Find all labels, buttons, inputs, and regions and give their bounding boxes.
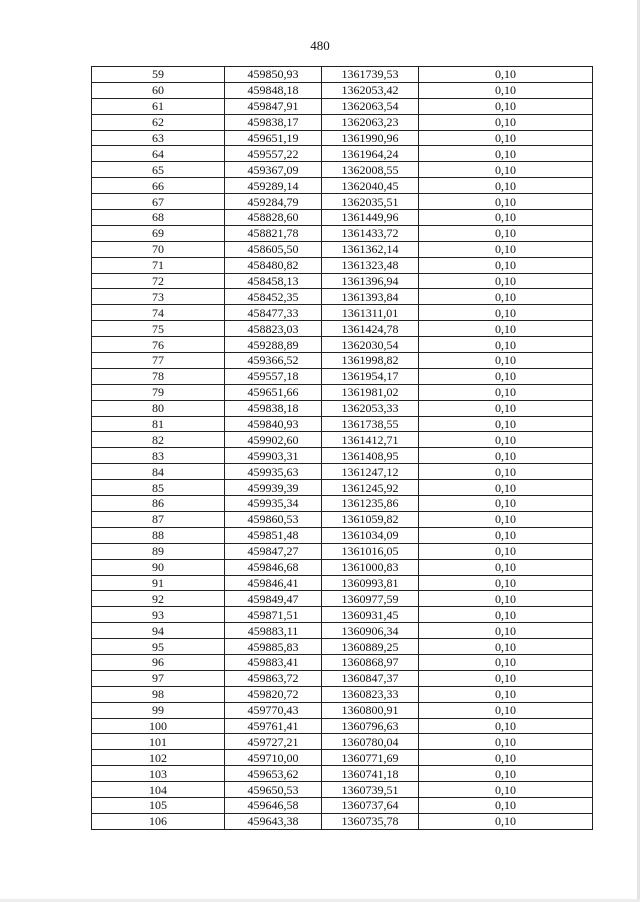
- table-row: [92, 527, 593, 543]
- point-number-cell: 72: [92, 273, 225, 289]
- point-number-cell: 103: [92, 766, 225, 782]
- table-row: [92, 400, 593, 416]
- y-coordinate-cell: 1361034,09: [322, 527, 419, 543]
- table-row: [92, 241, 593, 257]
- table-row: [92, 559, 593, 575]
- y-coordinate-cell: 1360847,37: [322, 670, 419, 686]
- point-number-cell: 73: [92, 289, 225, 305]
- x-coordinate-cell: 459557,18: [225, 368, 322, 384]
- accuracy-cell: 0,10: [419, 146, 593, 162]
- point-number-cell: 80: [92, 400, 225, 416]
- point-number-cell: 87: [92, 511, 225, 527]
- accuracy-cell: 0,10: [419, 273, 593, 289]
- table-row: [92, 591, 593, 607]
- accuracy-cell: 0,10: [419, 384, 593, 400]
- table-row: [92, 82, 593, 98]
- table-row: [92, 718, 593, 734]
- accuracy-cell: 0,10: [419, 225, 593, 241]
- accuracy-cell: 0,10: [419, 543, 593, 559]
- table-row: [92, 686, 593, 702]
- accuracy-cell: 0,10: [419, 670, 593, 686]
- x-coordinate-cell: 458452,35: [225, 289, 322, 305]
- table-row: [92, 289, 593, 305]
- accuracy-cell: 0,10: [419, 416, 593, 432]
- point-number-cell: 71: [92, 257, 225, 273]
- point-number-cell: 105: [92, 797, 225, 813]
- accuracy-cell: 0,10: [419, 114, 593, 130]
- point-number-cell: 94: [92, 623, 225, 639]
- table-row: [92, 702, 593, 718]
- y-coordinate-cell: 1361433,72: [322, 225, 419, 241]
- y-coordinate-cell: 1360735,78: [322, 813, 419, 829]
- y-coordinate-cell: 1361311,01: [322, 305, 419, 321]
- y-coordinate-cell: 1361954,17: [322, 368, 419, 384]
- x-coordinate-cell: 459851,48: [225, 527, 322, 543]
- x-coordinate-cell: 459939,39: [225, 480, 322, 496]
- point-number-cell: 74: [92, 305, 225, 321]
- accuracy-cell: 0,10: [419, 448, 593, 464]
- x-coordinate-cell: 459367,09: [225, 162, 322, 178]
- point-number-cell: 79: [92, 384, 225, 400]
- accuracy-cell: 0,10: [419, 718, 593, 734]
- y-coordinate-cell: 1361408,95: [322, 448, 419, 464]
- x-coordinate-cell: 458823,03: [225, 321, 322, 337]
- y-coordinate-cell: 1361981,02: [322, 384, 419, 400]
- x-coordinate-cell: 459885,83: [225, 639, 322, 655]
- y-coordinate-cell: 1361990,96: [322, 130, 419, 146]
- accuracy-cell: 0,10: [419, 353, 593, 369]
- y-coordinate-cell: 1362063,54: [322, 98, 419, 114]
- table-row: [92, 797, 593, 813]
- point-number-cell: 99: [92, 702, 225, 718]
- x-coordinate-cell: 459935,34: [225, 496, 322, 512]
- table-row: [92, 384, 593, 400]
- point-number-cell: 69: [92, 225, 225, 241]
- point-number-cell: 98: [92, 686, 225, 702]
- point-number-cell: 93: [92, 607, 225, 623]
- table-row: [92, 368, 593, 384]
- y-coordinate-cell: 1361245,92: [322, 480, 419, 496]
- y-coordinate-cell: 1361998,82: [322, 353, 419, 369]
- table-row: [92, 178, 593, 194]
- x-coordinate-cell: 459902,60: [225, 432, 322, 448]
- x-coordinate-cell: 459710,00: [225, 750, 322, 766]
- point-number-cell: 83: [92, 448, 225, 464]
- y-coordinate-cell: 1361323,48: [322, 257, 419, 273]
- accuracy-cell: 0,10: [419, 766, 593, 782]
- x-coordinate-cell: 459849,47: [225, 591, 322, 607]
- x-coordinate-cell: 459903,31: [225, 448, 322, 464]
- point-number-cell: 102: [92, 750, 225, 766]
- point-number-cell: 106: [92, 813, 225, 829]
- x-coordinate-cell: 459761,41: [225, 718, 322, 734]
- table-row: [92, 194, 593, 210]
- accuracy-cell: 0,10: [419, 686, 593, 702]
- y-coordinate-cell: 1360977,59: [322, 591, 419, 607]
- table-row: [92, 225, 593, 241]
- point-number-cell: 100: [92, 718, 225, 734]
- y-coordinate-cell: 1362053,33: [322, 400, 419, 416]
- accuracy-cell: 0,10: [419, 480, 593, 496]
- point-number-cell: 61: [92, 98, 225, 114]
- accuracy-cell: 0,10: [419, 400, 593, 416]
- point-number-cell: 66: [92, 178, 225, 194]
- accuracy-cell: 0,10: [419, 797, 593, 813]
- y-coordinate-cell: 1360800,91: [322, 702, 419, 718]
- y-coordinate-cell: 1361964,24: [322, 146, 419, 162]
- point-number-cell: 63: [92, 130, 225, 146]
- table-row: [92, 623, 593, 639]
- table-row: [92, 146, 593, 162]
- accuracy-cell: 0,10: [419, 496, 593, 512]
- point-number-cell: 68: [92, 210, 225, 226]
- y-coordinate-cell: 1360796,63: [322, 718, 419, 734]
- point-number-cell: 82: [92, 432, 225, 448]
- point-number-cell: 60: [92, 82, 225, 98]
- y-coordinate-cell: 1361016,05: [322, 543, 419, 559]
- x-coordinate-cell: 459651,66: [225, 384, 322, 400]
- point-number-cell: 81: [92, 416, 225, 432]
- x-coordinate-cell: 459284,79: [225, 194, 322, 210]
- y-coordinate-cell: 1361247,12: [322, 464, 419, 480]
- table-row: [92, 448, 593, 464]
- accuracy-cell: 0,10: [419, 432, 593, 448]
- accuracy-cell: 0,10: [419, 368, 593, 384]
- x-coordinate-cell: 459847,91: [225, 98, 322, 114]
- y-coordinate-cell: 1361424,78: [322, 321, 419, 337]
- y-coordinate-cell: 1360737,64: [322, 797, 419, 813]
- table-row: [92, 273, 593, 289]
- x-coordinate-cell: 459651,19: [225, 130, 322, 146]
- point-number-cell: 101: [92, 734, 225, 750]
- x-coordinate-cell: 458458,13: [225, 273, 322, 289]
- point-number-cell: 70: [92, 241, 225, 257]
- y-coordinate-cell: 1360868,97: [322, 654, 419, 670]
- point-number-cell: 90: [92, 559, 225, 575]
- point-number-cell: 97: [92, 670, 225, 686]
- x-coordinate-cell: 459850,93: [225, 67, 322, 83]
- table-row: [92, 114, 593, 130]
- point-number-cell: 75: [92, 321, 225, 337]
- point-number-cell: 64: [92, 146, 225, 162]
- y-coordinate-cell: 1360931,45: [322, 607, 419, 623]
- y-coordinate-cell: 1362040,45: [322, 178, 419, 194]
- point-number-cell: 104: [92, 782, 225, 798]
- table-row: [92, 782, 593, 798]
- x-coordinate-cell: 458828,60: [225, 210, 322, 226]
- x-coordinate-cell: 459820,72: [225, 686, 322, 702]
- point-number-cell: 77: [92, 353, 225, 369]
- table-row: [92, 670, 593, 686]
- x-coordinate-cell: 458477,33: [225, 305, 322, 321]
- accuracy-cell: 0,10: [419, 130, 593, 146]
- x-coordinate-cell: 459863,72: [225, 670, 322, 686]
- x-coordinate-cell: 459650,53: [225, 782, 322, 798]
- point-number-cell: 92: [92, 591, 225, 607]
- accuracy-cell: 0,10: [419, 67, 593, 83]
- x-coordinate-cell: 459860,53: [225, 511, 322, 527]
- table-row: [92, 210, 593, 226]
- y-coordinate-cell: 1361396,94: [322, 273, 419, 289]
- point-number-cell: 89: [92, 543, 225, 559]
- x-coordinate-cell: 459653,62: [225, 766, 322, 782]
- table-row: [92, 813, 593, 829]
- y-coordinate-cell: 1360780,04: [322, 734, 419, 750]
- table-row: [92, 337, 593, 353]
- y-coordinate-cell: 1360739,51: [322, 782, 419, 798]
- table-row: [92, 607, 593, 623]
- accuracy-cell: 0,10: [419, 321, 593, 337]
- y-coordinate-cell: 1360741,18: [322, 766, 419, 782]
- accuracy-cell: 0,10: [419, 210, 593, 226]
- accuracy-cell: 0,10: [419, 464, 593, 480]
- accuracy-cell: 0,10: [419, 623, 593, 639]
- accuracy-cell: 0,10: [419, 654, 593, 670]
- table-row: [92, 257, 593, 273]
- table-row: [92, 353, 593, 369]
- x-coordinate-cell: 459646,58: [225, 797, 322, 813]
- y-coordinate-cell: 1361000,83: [322, 559, 419, 575]
- accuracy-cell: 0,10: [419, 750, 593, 766]
- point-number-cell: 88: [92, 527, 225, 543]
- x-coordinate-cell: 459643,38: [225, 813, 322, 829]
- table-row: [92, 639, 593, 655]
- x-coordinate-cell: 459557,22: [225, 146, 322, 162]
- accuracy-cell: 0,10: [419, 559, 593, 575]
- x-coordinate-cell: 459770,43: [225, 702, 322, 718]
- point-number-cell: 95: [92, 639, 225, 655]
- y-coordinate-cell: 1361412,71: [322, 432, 419, 448]
- x-coordinate-cell: 458605,50: [225, 241, 322, 257]
- table-row: [92, 654, 593, 670]
- x-coordinate-cell: 459727,21: [225, 734, 322, 750]
- accuracy-cell: 0,10: [419, 194, 593, 210]
- x-coordinate-cell: 459288,89: [225, 337, 322, 353]
- y-coordinate-cell: 1362008,55: [322, 162, 419, 178]
- table-row: [92, 305, 593, 321]
- accuracy-cell: 0,10: [419, 734, 593, 750]
- accuracy-cell: 0,10: [419, 782, 593, 798]
- x-coordinate-cell: 459871,51: [225, 607, 322, 623]
- coordinates-table: [91, 66, 593, 830]
- table-row: [92, 416, 593, 432]
- x-coordinate-cell: 458480,82: [225, 257, 322, 273]
- y-coordinate-cell: 1361739,53: [322, 67, 419, 83]
- accuracy-cell: 0,10: [419, 511, 593, 527]
- y-coordinate-cell: 1361362,14: [322, 241, 419, 257]
- point-number-cell: 59: [92, 67, 225, 83]
- accuracy-cell: 0,10: [419, 813, 593, 829]
- table-row: [92, 734, 593, 750]
- accuracy-cell: 0,10: [419, 289, 593, 305]
- y-coordinate-cell: 1362030,54: [322, 337, 419, 353]
- accuracy-cell: 0,10: [419, 337, 593, 353]
- x-coordinate-cell: 459846,41: [225, 575, 322, 591]
- point-number-cell: 67: [92, 194, 225, 210]
- accuracy-cell: 0,10: [419, 178, 593, 194]
- page-number: 480: [310, 38, 330, 53]
- x-coordinate-cell: 459838,17: [225, 114, 322, 130]
- y-coordinate-cell: 1360889,25: [322, 639, 419, 655]
- x-coordinate-cell: 458821,78: [225, 225, 322, 241]
- x-coordinate-cell: 459935,63: [225, 464, 322, 480]
- table-row: [92, 575, 593, 591]
- accuracy-cell: 0,10: [419, 82, 593, 98]
- accuracy-cell: 0,10: [419, 591, 593, 607]
- table-row: [92, 67, 593, 83]
- y-coordinate-cell: 1362053,42: [322, 82, 419, 98]
- accuracy-cell: 0,10: [419, 575, 593, 591]
- table-row: [92, 543, 593, 559]
- x-coordinate-cell: 459846,68: [225, 559, 322, 575]
- table-row: [92, 321, 593, 337]
- y-coordinate-cell: 1360906,34: [322, 623, 419, 639]
- y-coordinate-cell: 1361449,96: [322, 210, 419, 226]
- point-number-cell: 76: [92, 337, 225, 353]
- x-coordinate-cell: 459847,27: [225, 543, 322, 559]
- point-number-cell: 84: [92, 464, 225, 480]
- y-coordinate-cell: 1361235,86: [322, 496, 419, 512]
- point-number-cell: 85: [92, 480, 225, 496]
- x-coordinate-cell: 459366,52: [225, 353, 322, 369]
- x-coordinate-cell: 459838,18: [225, 400, 322, 416]
- y-coordinate-cell: 1360771,69: [322, 750, 419, 766]
- x-coordinate-cell: 459848,18: [225, 82, 322, 98]
- y-coordinate-cell: 1361059,82: [322, 511, 419, 527]
- accuracy-cell: 0,10: [419, 639, 593, 655]
- table-row: [92, 480, 593, 496]
- point-number-cell: 78: [92, 368, 225, 384]
- table-row: [92, 98, 593, 114]
- point-number-cell: 86: [92, 496, 225, 512]
- table-row: [92, 766, 593, 782]
- x-coordinate-cell: 459840,93: [225, 416, 322, 432]
- x-coordinate-cell: 459883,11: [225, 623, 322, 639]
- point-number-cell: 62: [92, 114, 225, 130]
- accuracy-cell: 0,10: [419, 241, 593, 257]
- x-coordinate-cell: 459883,41: [225, 654, 322, 670]
- y-coordinate-cell: 1360823,33: [322, 686, 419, 702]
- y-coordinate-cell: 1361738,55: [322, 416, 419, 432]
- y-coordinate-cell: 1361393,84: [322, 289, 419, 305]
- point-number-cell: 91: [92, 575, 225, 591]
- coordinates-table-body: [92, 67, 593, 830]
- table-row: [92, 432, 593, 448]
- accuracy-cell: 0,10: [419, 257, 593, 273]
- accuracy-cell: 0,10: [419, 702, 593, 718]
- table-row: [92, 162, 593, 178]
- y-coordinate-cell: 1362035,51: [322, 194, 419, 210]
- table-row: [92, 750, 593, 766]
- accuracy-cell: 0,10: [419, 305, 593, 321]
- table-row: [92, 511, 593, 527]
- table-row: [92, 464, 593, 480]
- accuracy-cell: 0,10: [419, 607, 593, 623]
- table-row: [92, 130, 593, 146]
- x-coordinate-cell: 459289,14: [225, 178, 322, 194]
- accuracy-cell: 0,10: [419, 527, 593, 543]
- y-coordinate-cell: 1362063,23: [322, 114, 419, 130]
- y-coordinate-cell: 1360993,81: [322, 575, 419, 591]
- accuracy-cell: 0,10: [419, 98, 593, 114]
- point-number-cell: 65: [92, 162, 225, 178]
- accuracy-cell: 0,10: [419, 162, 593, 178]
- point-number-cell: 96: [92, 654, 225, 670]
- table-row: [92, 496, 593, 512]
